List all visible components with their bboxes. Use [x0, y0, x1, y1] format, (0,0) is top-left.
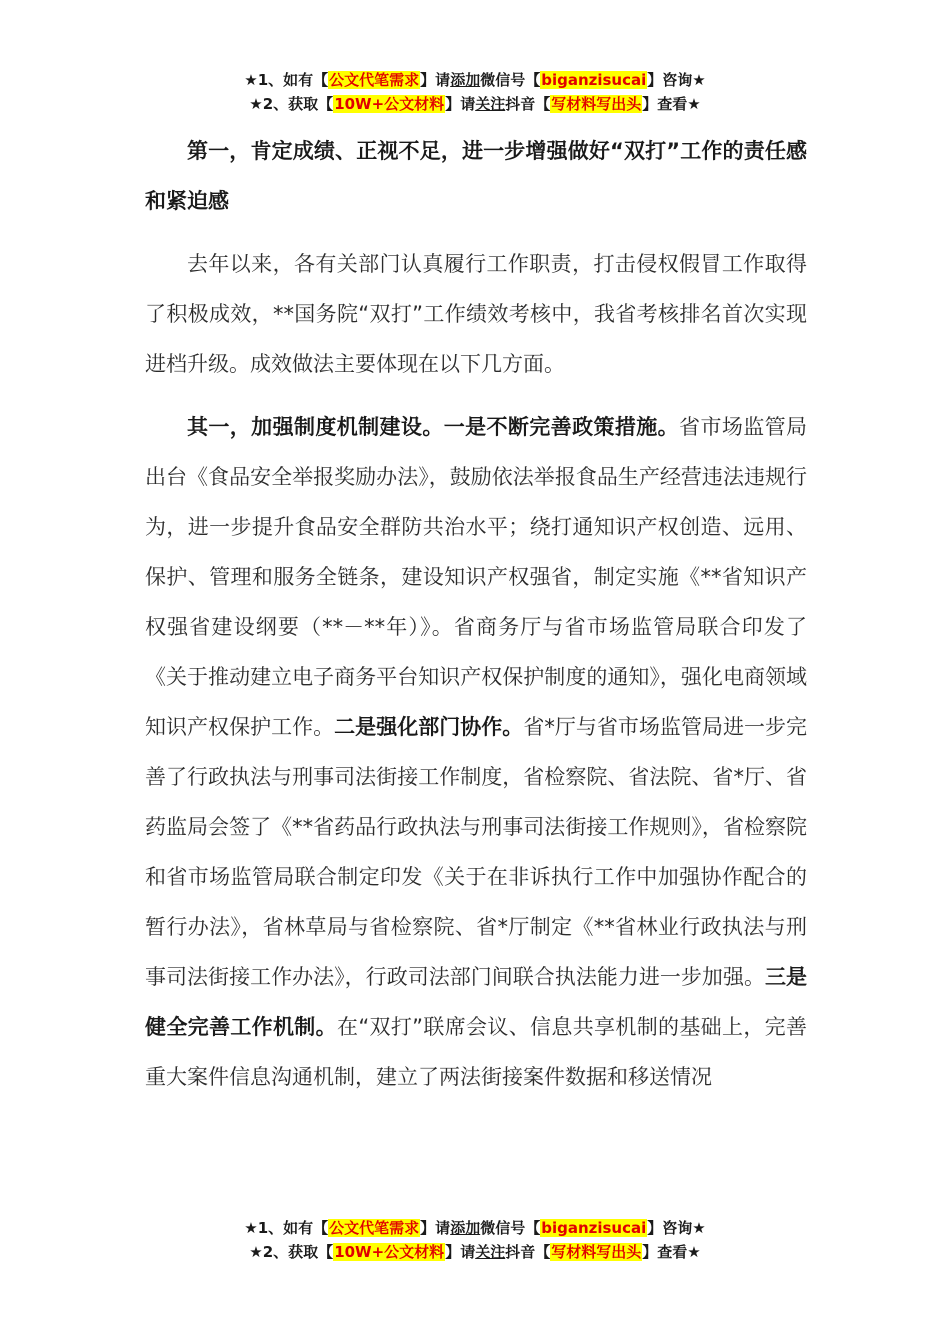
paragraph-text: 在“双打”联席会议、信息共享机制的基础上，完善重大案件信息沟通机制，建立了两法街接案件数据和移送情况: [145, 1015, 808, 1089]
star-icon: ★: [249, 1243, 263, 1261]
banner-text: 2、获取【: [262, 95, 334, 113]
banner-text: 微信号【: [480, 71, 541, 89]
banner-text: 抖音【: [505, 95, 551, 113]
bold-lead: 其一，加强制度机制建设。一是不断完善政策措施。: [187, 415, 680, 439]
highlight-materials: 10W+公文材料: [334, 95, 445, 113]
banner-text: 】请: [420, 71, 451, 89]
star-icon: ★: [249, 95, 263, 113]
banner-text: 1、如有【: [257, 71, 329, 89]
banner-text: 】咨询★: [647, 1219, 706, 1237]
bold-lead: 二是强化部门协作。: [334, 715, 524, 739]
underlined-text: 关注: [475, 95, 506, 113]
highlight-service: 公文代笔需求: [329, 71, 420, 89]
banner-text: 】请: [445, 1243, 476, 1261]
underlined-text: 添加: [450, 71, 481, 89]
bold-lead: 三是健全完善工作机制。: [145, 965, 808, 1039]
highlight-douyin-account: 写材料写出头: [551, 1243, 642, 1261]
paragraph-text: 省市场监管局出台《食品安全举报奖励办法》，鼓励依法举报食品生产经营违法违规行为，进一步提升食品安全群防共治水平；绕打通知识产权创造、远用、保护、管理和服务全链条，建设知识产权强省，制定实施《**省知识产权强省建设纲要（**－**年）》。省商务厅与省市场监管局联合印发了《关于推动建立电子商务平台知识产权保护制度的通知》，强化电商领域知识产权保护工作。: [145, 415, 808, 739]
header-banner: [0, 68, 950, 116]
paragraph-text: 省*厅与省市场监管局进一步完善了行政执法与刑事司法街接工作制度，省检察院、省法院、省*厅、省药监局会签了《**省药品行政执法与刑事司法街接工作规则》，省检察院和省市场监管局联合制定印发《关于在非诉执行工作中加强协作配合的暂行办法》，省林草局与省检察院、省*厅制定《**省林业行政执法与刑事司法街接工作办法》，行政司法部门间联合执法能力进一步加强。: [145, 715, 808, 989]
underlined-text: 添加: [450, 1219, 481, 1237]
banner-text: 抖音【: [505, 1243, 551, 1261]
banner-text: 2、获取【: [262, 1243, 334, 1261]
banner-text: 】查看★: [642, 95, 701, 113]
banner-text: 微信号【: [480, 1219, 541, 1237]
star-icon: ★: [244, 71, 258, 89]
banner-line-2: [0, 1240, 950, 1264]
banner-text: 】请: [445, 95, 476, 113]
footer-banner: [0, 1216, 950, 1264]
document-body: [145, 126, 807, 1102]
section-heading: 第一，肯定成绩、正视不足，进一步增强做好“双打”工作的责任感和紧迫感: [145, 139, 807, 213]
banner-text: 1、如有【: [257, 1219, 329, 1237]
highlight-wechat-id: biganzisucai: [541, 71, 647, 89]
banner-line-1: [0, 68, 950, 92]
highlight-materials: 10W+公文材料: [334, 1243, 445, 1261]
banner-line-1: [0, 1216, 950, 1240]
banner-text: 】请: [420, 1219, 451, 1237]
underlined-text: 关注: [475, 1243, 506, 1261]
paragraph-intro: 去年以来，各有关部门认真履行工作职责，打击侵权假冒工作取得了积极成效，**国务院“双打”工作绩效考核中，我省考核排名首次实现进档升级。成效做法主要体现在以下几方面。: [145, 252, 807, 376]
paragraph-measures: [145, 402, 807, 1102]
highlight-service: 公文代笔需求: [329, 1219, 420, 1237]
banner-line-2: [0, 92, 950, 116]
star-icon: ★: [244, 1219, 258, 1237]
highlight-douyin-account: 写材料写出头: [551, 95, 642, 113]
banner-text: 】咨询★: [647, 71, 706, 89]
banner-text: 】查看★: [642, 1243, 701, 1261]
highlight-wechat-id: biganzisucai: [541, 1219, 647, 1237]
